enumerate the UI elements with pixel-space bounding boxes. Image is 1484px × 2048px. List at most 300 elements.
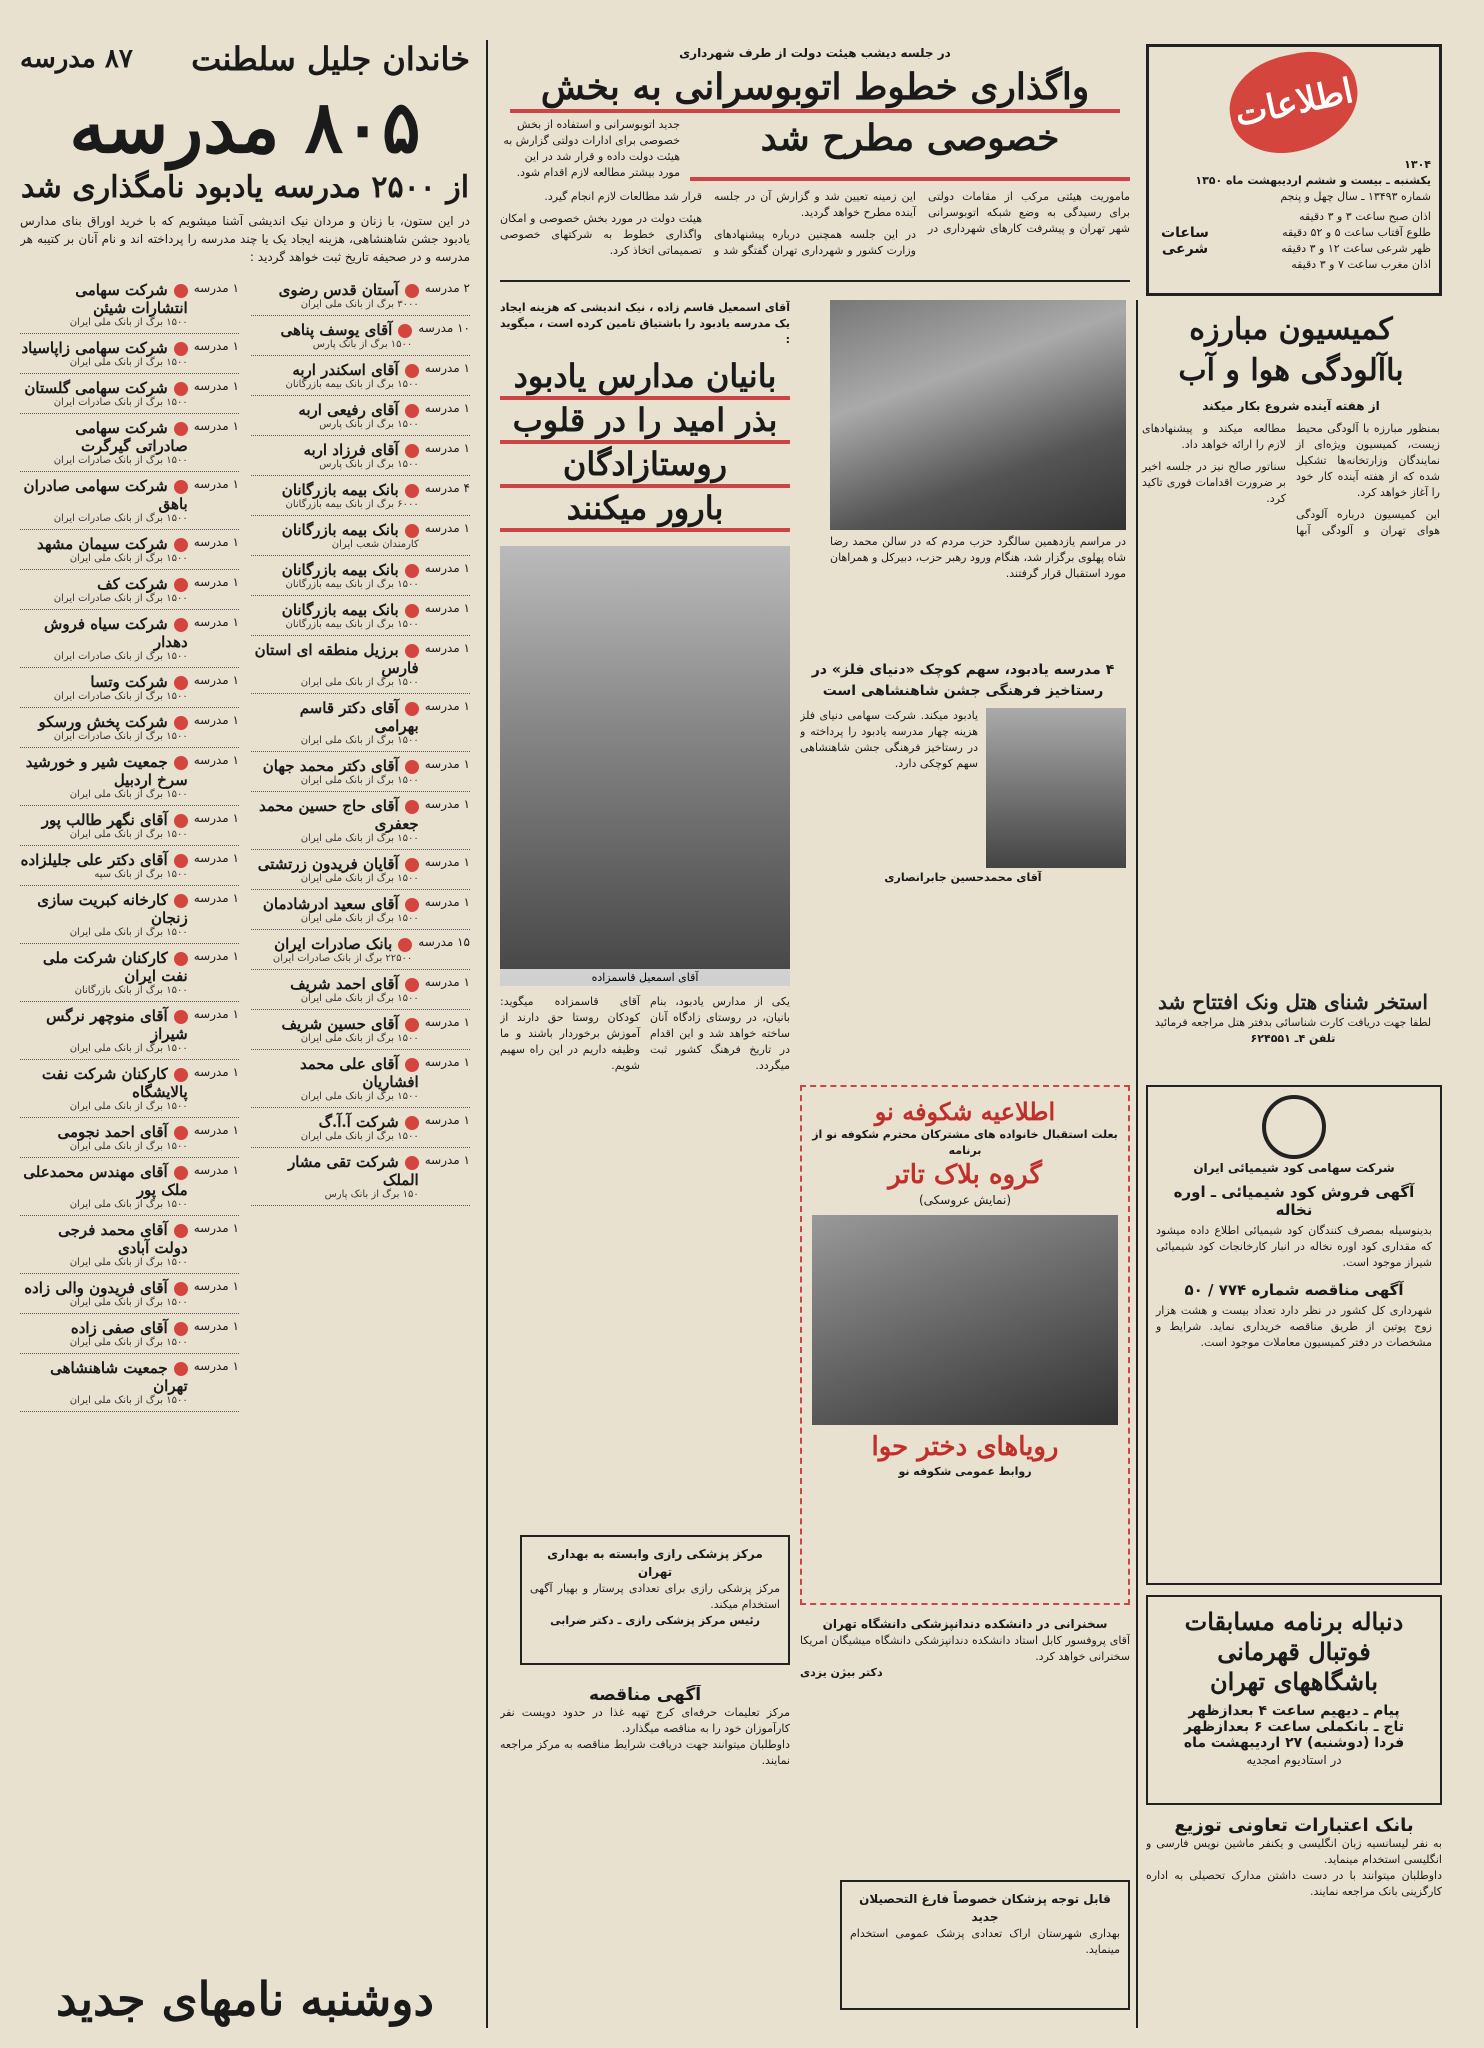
donor-detail: ۱۵۰۰ برگ از بانک پارس [319,419,419,431]
top-story-headline: واگذاری خطوط اتوبوسرانی به بخش [540,66,1090,108]
donor-list-item [20,748,239,806]
red-dot-icon [405,760,419,774]
school-count: ۱۵ مدرسه [418,935,470,950]
donor-detail: ۱۵۰۰ برگ از بانک صادرات ایران [53,397,188,409]
donor-detail: ۱۵۰ برگ از بانک پارس [324,1189,419,1201]
donor-detail: ۱۵۰۰ برگ از بانک ملی ایران [69,829,188,841]
commission-story [1136,300,1446,1020]
football-headline: دنباله برنامه مسابقات [1184,1607,1404,1636]
donor-detail: ۱۵۰۰ برگ از بانک صادرات ایران [53,691,188,703]
donor-name: شرکت تقی مشار الملک [288,1153,419,1190]
donor-name: شرکت سیمان مشهد [20,535,188,553]
medical-notice: مرکز پزشکی رازی وابسته به بهداری تهران مرکز پزشکی رازی برای تعدادی پرستار و بهیار آگهی استخدام میکند. رئیس مرکز پزشکی رازی ـ دکتر ضرابی [520,1535,790,1665]
donor-detail: ۱۵۰۰ برگ از بانک ملی ایران [69,1337,188,1349]
football-headline: فوتبال قهرمانی [1217,1637,1371,1666]
hotel-pool-text: لطفا جهت دریافت کارت شناسائی بدفتر هتل مراجعه فرمائید [1154,1016,1432,1029]
schools-intro: در این ستون، با زنان و مردان نیک اندیشی آشنا میشویم که با خرید اوراق بنای مدارس یادبود جشن شاهنشاهی، هزینه ایجاد یک یا چند مدرسه را پرداخته اند و نام آنان بر کتیبه هر مدرسه و در صحیفه تاریخ ثبت خواهد گردید : [20,214,470,265]
dental-notice: سخنرانی در دانشکده دندانپزشکی دانشگاه تهران آقای پروفسور کابل استاد دانشکده دندانپزشکی دانشگاه میشیگان امریکا سخنرانی خواهد کرد. دکتر بیژن یزدی [800,1617,1130,1679]
donor-name: کارکنان شرکت نفت پالایشگاه [41,1065,188,1102]
donor-list-item [20,570,239,610]
red-dot-icon [405,564,419,578]
donor-name: شرکت سهامی گلستان [20,379,188,397]
school-count: ۱ مدرسه [193,891,239,906]
red-dot-icon [174,1282,188,1296]
school-count: ۱ مدرسه [193,1359,239,1374]
tender-notice-body: مرکز تعلیمات حرفه‌ای کرج تهیه غذا در حدود دویست نفر کارآموزان خود را به مناقصه میگذارد. [500,1706,790,1735]
donor-detail: ۱۵۰۰ برگ از بانک ملی ایران [300,1033,419,1045]
red-dot-icon [405,404,419,418]
donor-name: شرکت آ.آ.گ [251,1113,419,1131]
donor-name: بانک صادرات ایران [251,935,412,953]
red-dot-icon [174,480,188,494]
red-dot-icon [405,444,419,458]
donor-name: آقای رفیعی اربه [251,401,419,419]
donor-name: کارخانه کبریت سازی زنجان [37,891,188,928]
red-dot-icon [174,952,188,966]
donor-list-item [20,1354,239,1412]
donor-name: شرکت سهامی صادران باهق [23,477,188,514]
school-count: ۱۰ مدرسه [418,321,470,336]
red-dot-icon [174,676,188,690]
red-dot-icon [174,284,188,298]
donor-detail: کارمندان شعب ایران [331,539,419,551]
prayer-times-label: ساعات شرعی [1161,224,1209,257]
issue-date: یکشنبه ـ بیست و ششم اردیبهشت ماه ۱۳۵۰ [1195,173,1431,187]
school-count: ۱ مدرسه [424,975,470,990]
donor-name: آقای احمد نجومی [20,1123,188,1141]
center-story [500,300,790,1200]
donor-detail: ۱۵۰۰ برگ از بانک ملی ایران [300,993,419,1005]
hotel-pool-ad [1140,990,1446,1080]
donor-name: آستان قدس رضوی [251,281,419,299]
school-count: ۱ مدرسه [193,281,239,296]
donor-name: آقای فرزاد اربه [251,441,419,459]
schools-headline: ۸۰۵ مدرسه [69,84,421,169]
donor-list-item [20,472,239,530]
hotel-pool-headline: استخر شنای هتل ونک افتتاح شد [1158,990,1428,1014]
red-dot-icon [405,858,419,872]
red-dot-icon [398,938,412,952]
tender-notice: آگهی مناقصه مرکز تعلیمات حرفه‌ای کرج تهیه غذا در حدود دویست نفر کارآموزان خود را به مناقصه میگذارد. داوطلبان میتوانند جهت دریافت شرایط مناقصه به مرکز مراجعه نمایند. [500,1685,790,1767]
ceremony-photo [830,300,1126,530]
school-count: ۱ مدرسه [193,379,239,394]
donor-list-item [251,850,470,890]
theatre-ad-sub: بعلت استقبال خانواده های مشترکان محترم شکوفه نو از برنامه [812,1128,1118,1157]
donor-name: شرکت سیاه فروش دهدار [44,615,188,652]
four-schools-body: یادبود میکند. شرکت سهامی دنیای فلز هزینه چهار مدرسه یادبود را پرداخته و در رستاخیز فرهنگی جشن شاهنشاهی سهم کوچکی دارد. [800,709,978,770]
coop-bank-text: به نفر لیسانسیه زبان انگلیسی و یکنفر ماشین نویس فارسی و انگلیسی استخدام مینماید. [1146,1837,1442,1866]
red-dot-icon [405,1116,419,1130]
donor-list-item [20,334,239,374]
medical-notice-signature: رئیس مرکز پزشکی رازی ـ دکتر ضرابی [550,1613,760,1627]
donor-list-item [20,846,239,886]
school-count: ۱ مدرسه [424,757,470,772]
donor-detail: ۱۵۰۰ برگ از بانک ملی ایران [69,1297,188,1309]
theatre-show-type: (نمایش عروسکی) [918,1193,1011,1208]
donor-name: آقای صفی زاده [20,1319,188,1337]
school-count: ۱ مدرسه [424,1153,470,1168]
school-count: ۱ مدرسه [193,1221,239,1236]
center-story-body: یکی از مدارس یادبود، بنام بانیان، در روستای زادگاه آنان ساخته خواهد شد و این اقدام در تاریخ فرهنگ کشور ثبت میگردد. آقای قاسمزاده میگوید: کودکان روستا حق دارند از آموزش برخوردار باشند و ما وظیفه داریم در این راه سهیم شویم. [500,994,790,1072]
donor-name: شرکت سهامی انتشارات شیئن [75,281,188,318]
theatre-ad-title: اطلاعیه شکوفه نو [874,1097,1056,1126]
donor-name: آقای دکتر علی جلیلزاده [20,851,188,869]
donor-detail: ۳۰۰۰ برگ از بانک ملی ایران [300,299,419,311]
donor-name: آقای علی محمد افشاریان [299,1055,419,1092]
donor-detail: ۱۵۰۰ برگ از بانک ملی ایران [69,553,188,565]
prayer-time: ظهر شرعی ساعت ۱۲ و ۳ دقیقه [1281,241,1431,255]
job-notice-title: قابل توجه پزشکان خصوصاً فارغ التحصیلان جدید [859,1892,1111,1924]
commission-sub: از هفته آینده شروع بکار میکند [1202,399,1380,413]
red-dot-icon [405,524,419,538]
school-count: ۱ مدرسه [424,1015,470,1030]
school-count: ۱ مدرسه [193,419,239,434]
donor-name: آقای حاج حسین محمد جعفری [259,797,419,834]
donor-detail: ۱۵۰۰ برگ از بانک ملی ایران [69,317,188,329]
red-dot-icon [174,1010,188,1024]
school-count: ۱ مدرسه [424,1055,470,1070]
donor-detail: ۱۵۰۰ برگ از بانک ملی ایران [69,927,188,939]
donor-list-item [251,694,470,752]
commission-body: بمنظور مبارزه با آلودگی محیط زیست، کمیسیون ویژه‌ای از نمایندگان وزارتخانه‌ها تشکیل شده که از هفته آینده کار خود را آغاز خواهد کرد. این کمیسیون درباره آلودگی هوای تهران و آلودگی آبها مطالعه میکند و پیشنهادهای لازم را ارائه خواهد داد. سناتور صالح نیز در جلسه اخیر بر ضرورت اقدامات فوری تاکید کرد. [1142,422,1440,537]
ceremony-photo-caption: در مراسم یازدهمین سالگرد حزب مردم که در سالن محمد رضا شاه پهلوی برگزار شد، هنگام ورود رهبر حزب، دبیرکل و همراهان مورد استقبال قرار گرفتند. [830,535,1126,580]
job-notice: قابل توجه پزشکان خصوصاً فارغ التحصیلان جدید بهداری شهرستان اراک تعدادی پزشک عمومی استخدام مینماید. [840,1880,1130,2010]
donor-detail: ۱۵۰۰ برگ از بانک ملی ایران [300,775,419,787]
top-story-summary: جدید اتوبوسرانی و استفاده از بخش خصوصی برای ادارات دولتی گزارش به هیئت دولت داده و قرار شد در این مورد بیشتر مطالعه لازم اقدام شود. [503,118,680,179]
donor-name: آقای نگهر طالب پور [20,811,188,829]
donor-list-item [251,1010,470,1050]
dental-notice-title: سخنرانی در دانشکده دندانپزشکی دانشگاه تهران [822,1617,1108,1631]
jaber-ansari-photo [986,708,1126,868]
coop-bank-headline: بانک اعتبارات تعاونی توزیع [1174,1815,1414,1836]
donor-detail: ۱۵۰۰ برگ از بانک ملی ایران [69,789,188,801]
school-count: ۱ مدرسه [193,1065,239,1080]
red-dot-icon [174,578,188,592]
red-dot-icon [405,898,419,912]
red-dot-icon [174,342,188,356]
school-count: ۱ مدرسه [193,949,239,964]
donor-detail: ۱۵۰۰ برگ از بانک ملی ایران [300,913,419,925]
school-count: ۱ مدرسه [424,441,470,456]
donor-name: آقای مهندس محمدعلی ملک پور [23,1163,188,1200]
red-dot-icon [405,364,419,378]
school-count: ۱ مدرسه [424,401,470,416]
dental-notice-signature: دکتر بیژن یزدی [800,1665,883,1679]
donor-detail: ۱۵۰۰ برگ از بانک ملی ایران [300,677,419,689]
donor-name: جمعیت شاهنشاهی تهران [50,1359,188,1396]
donor-name: بانک بیمه بازرگانان [251,481,419,499]
donor-detail: ۱۵۰۰ برگ از بانک ملی ایران [300,1131,419,1143]
issue-number: شماره ۱۳۴۹۳ ـ سال چهل و پنجم [1280,189,1431,203]
donor-list-item [20,414,239,472]
donor-list-item [251,970,470,1010]
donor-name: جمعیت شیر و خورشید سرخ اردبیل [25,753,188,790]
center-headline: بانیان مدارس یادبود [500,356,790,400]
theatre-bottom-title: رویاهای دختر حوا [871,1432,1059,1463]
donor-list-item [20,886,239,944]
school-count: ۱ مدرسه [424,361,470,376]
donor-name: آقای فریدون والی زاده [20,1279,188,1297]
school-count: ۱ مدرسه [424,855,470,870]
company-emblem-icon [1262,1095,1326,1159]
column-rule [486,40,488,2028]
donor-name: شرکت کف [20,575,188,593]
donor-detail: ۱۵۰۰ برگ از بانک ملی ایران [300,1091,419,1103]
school-count: ۱ مدرسه [193,851,239,866]
donor-name: برزیل منطقه ای استان فارس [254,641,419,678]
football-schedule [1146,1595,1442,1805]
hotel-pool-phone: تلفن ۴ـ ۶۲۴۵۵۱ [1250,1031,1336,1045]
theatre-bottom-text: روابط عمومی شکوفه نو [898,1464,1032,1478]
donor-detail: ۱۵۰۰ برگ از بانک ملی ایران [69,1199,188,1211]
red-dot-icon [174,1322,188,1336]
football-date: فردا (دوشنبه) ۲۷ اردیبهشت ماه [1183,1735,1405,1751]
football-match: پیام ـ دیهیم ساعت ۴ بعدازظهر [1188,1703,1400,1719]
donor-list-item [20,1314,239,1354]
school-count: ۱ مدرسه [424,641,470,656]
donor-detail: ۱۵۰۰ برگ از بانک بیمه بازرگانان [285,619,419,631]
center-headline: بارور میکنند [500,488,790,532]
red-dot-icon [174,814,188,828]
schools-kicker: خاندان جلیل سلطنت [191,40,470,78]
donor-list-left [20,276,239,1412]
donor-name: آقای دکتر قاسم بهرامی [299,699,419,736]
donor-detail: ۱۵۰۰ برگ از بانک ملی ایران [69,1257,188,1269]
school-count: ۱ مدرسه [193,673,239,688]
donor-detail: ۲۲۵۰۰ برگ از بانک صادرات ایران [272,953,413,965]
school-count: ۱ مدرسه [193,1319,239,1334]
donor-detail: ۱۵۰۰ برگ از بانک پارس [319,459,419,471]
donor-name: آقای سعید ادرشادمان [251,895,419,913]
founding-year: ۱۳۰۴ [1404,158,1431,171]
four-schools-headline: ۴ مدرسه یادبود، سهم کوچک «دنیای فلز» در رستاخیز فرهنگی جشن شاهنشاهی است [811,662,1115,699]
school-count: ۱ مدرسه [424,601,470,616]
donor-name: بانک بیمه بازرگانان [251,561,419,579]
donor-list-item [251,636,470,694]
school-count: ۱ مدرسه [424,895,470,910]
top-story [500,44,1130,274]
donor-name: آقای منوچهر نرگس شیراز [46,1007,188,1044]
red-dot-icon [174,716,188,730]
donor-list-item [251,1108,470,1148]
donor-detail: ۱۵۰۰ برگ از بانک صادرات ایران [53,593,188,605]
red-dot-icon [174,538,188,552]
red-dot-icon [405,284,419,298]
donor-list-item [251,436,470,476]
school-count: ۱ مدرسه [193,753,239,768]
donor-detail: ۱۵۰۰ برگ از بانک صادرات ایران [53,513,188,525]
school-count: ۱ مدرسه [424,561,470,576]
donor-detail: ۱۵۰۰ برگ از بانک ملی ایران [300,873,419,885]
donor-name: بانک بیمه بازرگانان [251,601,419,619]
donor-detail: ۱۵۰۰ برگ از بانک صادرات ایران [53,731,188,743]
jaber-ansari-caption: آقای محمدحسین جابرانصاری [884,871,1042,884]
donor-name: شرکت وتسا [20,673,188,691]
donor-list-item [251,276,470,316]
donor-list-item [251,316,470,356]
coop-bank-notice: بانک اعتبارات تعاونی توزیع به نفر لیسانسیه زبان انگلیسی و یکنفر ماشین نویس فارسی و انگلیسی استخدام مینماید. داوطلبان میتوانند با در دست داشتن مدارک تحصیلی به اداره کارگزینی بانک مراجعه نمایند. [1146,1815,1442,1898]
red-dot-icon [405,702,419,716]
donor-name: آقای اسکندر اربه [251,361,419,379]
donor-list-item [20,1002,239,1060]
donor-detail: ۱۵۰۰ برگ از بانک ملی ایران [69,357,188,369]
donor-list-item [251,476,470,516]
donor-list-item [20,1118,239,1158]
tender-notice-title: آگهی مناقصه [588,1685,702,1705]
school-count: ۱ مدرسه [193,477,239,492]
red-dot-icon [405,978,419,992]
red-dot-icon [174,1166,188,1180]
commission-headline: کمیسیون مبارزه باآلودگی هوا و آب [1178,312,1404,388]
donor-name: آقای دکتر محمد جهان [251,757,419,775]
donor-list-item [20,276,239,334]
school-count: ۱ مدرسه [193,1279,239,1294]
donor-name: آقای محمد فرجی دولت آبادی [58,1221,188,1258]
red-dot-icon [398,324,412,338]
prayer-time: طلوع آفتاب ساعت ۵ و ۵۲ دقیقه [1282,225,1431,239]
school-count: ۱ مدرسه [193,1123,239,1138]
donor-list-item [20,1216,239,1274]
prayer-time: اذان صبح ساعت ۳ و ۳ دقیقه [1299,209,1431,223]
red-dot-icon [405,484,419,498]
chemical-company: شرکت سهامی کود شیمیائی ایران [1193,1161,1395,1175]
donor-list-item [20,668,239,708]
donor-name: شرکت سهامی زاپاسیاد [20,339,188,357]
donor-detail: ۱۵۰۰ برگ از بانک ملی ایران [69,1043,188,1055]
football-venue: در استادیوم امجدیه [1246,1753,1342,1767]
red-dot-icon [174,894,188,908]
red-dot-icon [405,1156,419,1170]
center-story-kicker: آقای اسمعیل قاسم زاده ، نیک اندیشی که هزینه ایجاد یک مدرسه یادبود را باشتیاق تامین کرده است ، میگوید : [500,301,790,346]
school-count: ۱ مدرسه [424,521,470,536]
donor-detail: ۱۵۰۰ برگ از بانک ملی ایران [69,1141,188,1153]
donor-detail: ۱۵۰۰ برگ از بانک صادرات ایران [53,651,188,663]
football-match: تاج ـ بانکملی ساعت ۶ بعدازظهر [1183,1719,1405,1735]
tender-title: آگهی مناقصه شماره ۷۷۴ / ۵۰ [1184,1280,1404,1299]
red-dot-icon [405,644,419,658]
donor-detail: ۱۵۰۰ برگ از بانک پارس [312,339,413,351]
donor-name: کارکنان شرکت ملی نفت ایران [42,949,188,986]
school-count: ۱ مدرسه [424,699,470,714]
donor-detail: ۱۵۰۰ برگ از بانک ملی ایران [300,833,419,845]
donor-list-item [20,1060,239,1118]
red-dot-icon [174,618,188,632]
red-dot-icon [174,1126,188,1140]
school-count: ۱ مدرسه [424,797,470,812]
portrait-caption: آقای اسمعیل قاسمزاده [500,969,790,986]
donor-detail: ۱۵۰۰ برگ از بانک صادرات ایران [53,455,188,467]
newspaper-logo: اطلاعات [1220,43,1367,164]
donor-list-item [251,556,470,596]
top-story-headline: خصوصی مطرح شد [760,117,1060,160]
donor-list-item [20,1274,239,1314]
donor-detail: ۱۵۰۰ برگ از بانک بازرگانان [74,985,188,997]
center-headline: روستازادگان [500,444,790,488]
schools-kicker-count: ۸۷ مدرسه [20,44,133,74]
donor-detail: ۱۵۰۰ برگ از بانک ملی ایران [69,1101,188,1113]
chemical-ad-title: آگهی فروش کود شیمیائی ـ اوره نخاله [1173,1183,1415,1219]
chemical-fertilizer-ad: شرکت سهامی کود شیمیائی ایران آگهی فروش کود شیمیائی ـ اوره نخاله بدینوسیله بمصرف کنندگان کود شیمیائی اطلاع داده میشود که مقداری کود اوره نخاله در انبار کارخانجات کود شیمیائی شیراز موجود است. آگهی مناقصه شماره ۷۷۴ / ۵۰ شهرداری کل کشور در نظر دارد تعداد بیست و هشت هزار زوج پوتین از طریق مناقصه خریداری نماید. شرایط و مشخصات در دفتر کمیسیون معاملات موجود است. [1146,1085,1442,1585]
school-count: ۴ مدرسه [424,481,470,496]
school-count: ۱ مدرسه [193,339,239,354]
schools-subheadline: از ۲۵۰۰ مدرسه یادبود نامگذاری شد [20,169,470,205]
donor-name: آقای حسین شریف [251,1015,419,1033]
football-headline: باشگاههای تهران [1209,1667,1379,1696]
red-dot-icon [174,1068,188,1082]
donor-list-item [251,930,470,970]
red-dot-icon [405,1058,419,1072]
red-dot-icon [405,800,419,814]
top-story-body: ماموریت هیئتی مرکب از مقامات دولتی برای رسیدگی به وضع شبکه اتوبوسرانی شهر تهران و پیشرفت کارهای شهرداری در این زمینه تعیین شد و گزارش آن در جلسه آینده مطرح خواهد گردید. در این جلسه همچنین درباره پیشنهادهای وزارت کشور و شهرداری تهران گفتگو شد و قرار شد مطالعات لازم انجام گیرد. هیئت دولت در مورد بخش خصوصی و امکان واگذاری خطوط به شرکتهای خصوصی تصمیماتی اتخاذ کرد. [500,189,1130,257]
donor-list-item [20,806,239,846]
theatre-ad [800,1085,1130,1605]
donor-list-item [20,530,239,570]
donor-list-item [251,1148,470,1206]
masthead [1146,44,1442,296]
red-dot-icon [174,1362,188,1376]
school-count: ۱ مدرسه [193,1163,239,1178]
donor-name: آقای احمد شریف [251,975,419,993]
ceremony-photo-block [830,300,1126,600]
donor-name: بانک بیمه بازرگانان [251,521,419,539]
red-dot-icon [174,422,188,436]
donor-detail: ۱۵۰۰ برگ از بانک بیمه بازرگانان [285,579,419,591]
donor-list-right [251,276,470,1412]
schools-section [20,40,470,2040]
donor-list-item [251,1050,470,1108]
donor-name: آقای یوسف پناهی [251,321,412,339]
donor-detail: ۱۵۰۰ برگ از بانک بیمه بازرگانان [285,379,419,391]
red-dot-icon [174,854,188,868]
school-count: ۲ مدرسه [424,281,470,296]
donor-detail: ۱۵۰۰ برگ از بانک سپه [94,869,188,881]
donor-list-item [251,596,470,636]
donor-list-item [20,708,239,748]
center-headline: بذر امید را در قلوب [500,400,790,444]
donor-detail: ۶۰۰۰ برگ از بانک بیمه بازرگانان [285,499,419,511]
donor-detail: ۱۵۰۰ برگ از بانک ملی ایران [69,1395,188,1407]
top-story-kicker: در جلسه دیشب هیئت دولت از طرف شهرداری [679,46,951,60]
red-dot-icon [174,382,188,396]
medical-notice-title: مرکز پزشکی رازی وابسته به بهداری تهران [547,1547,763,1579]
donor-list-item [251,396,470,436]
theatre-photo [812,1215,1118,1425]
donor-list-item [251,890,470,930]
donor-list-item [20,1158,239,1216]
red-dot-icon [174,1224,188,1238]
school-count: ۱ مدرسه [193,811,239,826]
school-count: ۱ مدرسه [193,535,239,550]
red-dot-icon [405,1018,419,1032]
donor-list-item [251,516,470,556]
donor-detail: ۱۵۰۰ برگ از بانک ملی ایران [300,735,419,747]
red-dot-icon [405,604,419,618]
school-count: ۱ مدرسه [193,615,239,630]
donor-list-item [251,752,470,792]
school-count: ۱ مدرسه [424,1113,470,1128]
donor-list-item [20,374,239,414]
red-dot-icon [174,756,188,770]
school-count: ۱ مدرسه [193,575,239,590]
four-schools-story [800,660,1126,1030]
school-count: ۱ مدرسه [193,713,239,728]
ghasemzadeh-portrait [500,546,790,986]
donor-list-item [251,356,470,396]
donor-name: شرکت پخش ورسکو [20,713,188,731]
section-rule [500,280,1130,282]
donor-list-item [20,610,239,668]
donor-name: شرکت سهامی صادراتی گیرگرت [75,419,188,456]
